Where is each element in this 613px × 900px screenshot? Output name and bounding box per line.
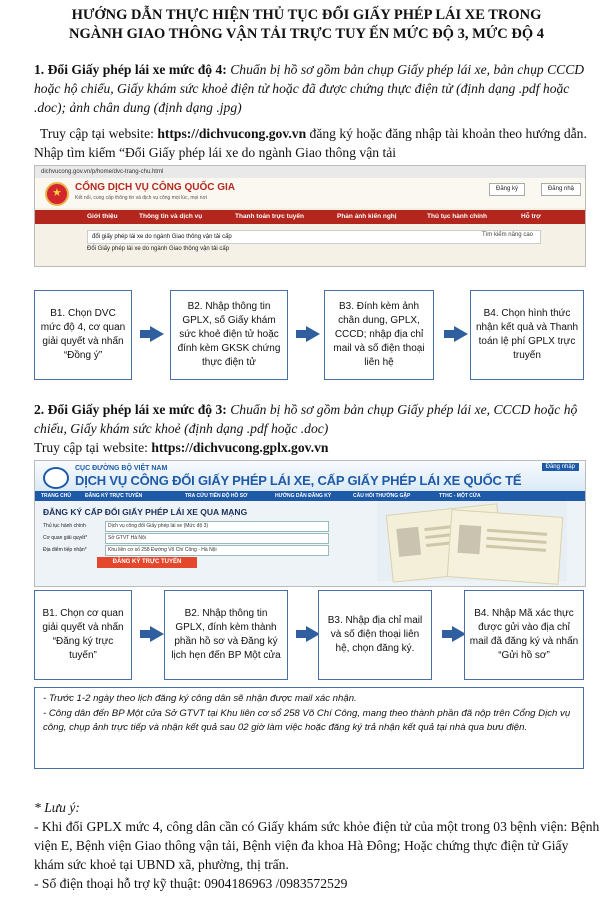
section1-access bbox=[34, 124, 600, 162]
portal-title: CỔNG DỊCH VỤ CÔNG QUỐC GIA bbox=[75, 182, 236, 193]
form-row bbox=[43, 545, 343, 555]
section1-website-link[interactable]: https://dichvucong.gov.vn bbox=[157, 126, 307, 141]
section2-heading: 2. Đổi Giấy phép lái xe mức độ 3: bbox=[34, 402, 227, 417]
title-line-2: NGÀNH GIAO THÔNG VẬN TẢI TRỰC TUY ẾN MỨC ĐỘ 3, MỨC ĐỘ 4 bbox=[68, 26, 545, 42]
advanced-search-link[interactable]: Tìm kiếm nâng cao bbox=[481, 232, 533, 238]
nav-item[interactable]: Giới thiệu bbox=[87, 213, 118, 220]
section1-description: Chuẩn bị hồ sơ gồm bản chụp Giấy phép lái xe, bản chụp CCCD hoặc hộ chiếu, Giấy khám sức khoẻ điện tử hoặc đã được chứng thực điện tử (định dạng .pdf hoặc .doc); ảnh chân dung (định dạng .jpg) bbox=[34, 62, 585, 115]
gplx-nav bbox=[35, 491, 585, 501]
login-button[interactable]: Đăng nhậ bbox=[541, 183, 581, 196]
gplx-screenshot bbox=[34, 460, 586, 587]
dbvn-logo-icon bbox=[43, 467, 69, 489]
register-online-button[interactable]: ĐĂNG KÝ TRỰC TUYẾN bbox=[97, 557, 197, 568]
section1-intro bbox=[34, 60, 600, 117]
search-input[interactable]: đổi giấy phép lái xe do ngành Giao thông vận tải cấp bbox=[87, 230, 541, 244]
title-line-1: HƯỚNG DẪN THỰC HIỆN THỦ TỤC ĐỔI GIẤY PHÉP LÁI XE TRONG bbox=[71, 7, 542, 23]
field-label: Thủ tục hành chính bbox=[43, 523, 86, 529]
remarks-heading: * Lưu ý: bbox=[34, 800, 80, 815]
license-illustration bbox=[377, 501, 567, 581]
national-emblem-icon bbox=[45, 182, 69, 206]
section2-access-prefix: Truy cập tại website: bbox=[34, 440, 148, 455]
step-box-4: B4. Chọn hình thức nhận kết quả và Thanh toán lệ phí GPLX trực truyến bbox=[470, 290, 584, 380]
nav-item[interactable]: TRA CỨU TIẾN ĐỘ HỒ SƠ bbox=[185, 493, 248, 499]
nav-item[interactable]: CÂU HỎI THƯỜNG GẶP bbox=[353, 493, 411, 499]
license-card-image bbox=[447, 509, 563, 585]
agency-select[interactable]: Sở GTVT Hà Nội bbox=[105, 533, 329, 544]
procedure-select[interactable]: Dịch vụ công đổi Giấy phép lái xe (Mức độ 3) bbox=[105, 521, 329, 532]
nav-item[interactable]: Phản ánh kiến nghị bbox=[337, 213, 397, 220]
step2-box-1: B1. Chọn cơ quan giải quyết và nhấn “Đăng ký trực tuyến” bbox=[34, 590, 132, 680]
nav-item[interactable]: ĐĂNG KÝ TRỰC TUYẾN bbox=[85, 493, 143, 499]
form-row bbox=[43, 521, 343, 531]
step2-box-3: B3. Nhập địa chỉ mail và số điện thoại liên hệ, chọn đăng ký. bbox=[318, 590, 432, 680]
gplx-login-button[interactable]: Đăng nhập bbox=[542, 463, 579, 471]
nav-item[interactable]: Hỗ trợ bbox=[521, 213, 541, 220]
remarks-line-2: - Số điện thoại hỗ trợ kỹ thuật: 0904186963 /0983572529 bbox=[34, 876, 348, 891]
section2-intro bbox=[34, 400, 600, 438]
section1-access-suffix: đăng ký hoặc đăng nhập tài khoản theo hướng dẫn. Nhập tìm kiếm “Đổi Giấy phép lái xe do ngành Giao thông vận tải bbox=[34, 126, 587, 160]
step-box-1: B1. Chọn DVC mức độ 4, cơ quan giải quyết và nhấn “Đồng ý” bbox=[34, 290, 132, 380]
register-button[interactable]: Đăng ký bbox=[489, 183, 525, 196]
arrow-icon bbox=[454, 326, 468, 342]
section2-website-link[interactable]: https://dichvucong.gplx.gov.vn bbox=[151, 440, 329, 455]
note-1: - Trước 1-2 ngày theo lịch đăng ký công dân sẽ nhận được mail xác nhận. bbox=[43, 693, 357, 704]
nav-item[interactable]: TTHC - MỘT CỬA bbox=[439, 493, 481, 499]
registration-form bbox=[43, 507, 343, 553]
nav-item[interactable]: HƯỚNG DẪN ĐĂNG KÝ bbox=[275, 493, 332, 499]
banner-title: DỊCH VỤ CÔNG ĐỔI GIẤY PHÉP LÁI XE, CẤP GIẤY PHÉP LÁI XE QUỐC TẾ bbox=[75, 473, 522, 488]
agency-name: CỤC ĐƯỜNG BỘ VIỆT NAM bbox=[75, 465, 168, 472]
dichvucong-screenshot bbox=[34, 165, 586, 267]
notes-box bbox=[34, 687, 584, 769]
section1-access-prefix: Truy cập tại website: bbox=[40, 126, 154, 141]
nav-item[interactable]: Thủ tục hành chính bbox=[427, 213, 487, 220]
form-title: ĐĂNG KÝ CẤP ĐỔI GIẤY PHÉP LÁI XE QUA MẠNG bbox=[43, 507, 248, 517]
step2-box-2: B2. Nhập thông tin GPLX, đính kèm thành phần hồ sơ và Đăng ký lịch hẹn đến BP Một cửa bbox=[164, 590, 288, 680]
step-box-2: B2. Nhập thông tin GPLX, số Giấy khám sức khoẻ điện tử hoặc đính kèm GKSK chứng thực điện tử bbox=[170, 290, 288, 380]
portal-nav bbox=[35, 210, 585, 224]
nav-item[interactable]: Thông tin và dịch vụ bbox=[139, 213, 203, 220]
section1-heading: 1. Đổi Giấy phép lái xe mức độ 4: bbox=[34, 62, 227, 77]
portal-subtitle: Kết nối, cung cấp thông tin và dịch vụ công mọi lúc, mọi nơi bbox=[75, 195, 207, 201]
field-label: Cơ quan giải quyết* bbox=[43, 535, 88, 541]
arrow-icon bbox=[150, 626, 164, 642]
remarks-line-1: - Khi đổi GPLX mức 4, công dân cần có Giấy khám sức khỏe điện tử của một trong 03 bệnh viện: Bệnh viện E, Bệnh viện Giao thông vận tải, Bệnh viện đa khoa Hà Đông; Hoặc chứng thực điện tử Giấy khám sức khoẻ tại UBND xã, phường, thị trấn. bbox=[34, 819, 600, 872]
nav-item[interactable]: Thanh toán trực tuyến bbox=[235, 213, 304, 220]
section2-access bbox=[34, 438, 600, 457]
section2-description: Chuẩn bị hồ sơ gồm bản chụp Giấy phép lái xe, CCCD hoặc hộ chiếu, Giấy khám sức khoẻ (định dạng .pdf hoặc .doc) bbox=[34, 402, 578, 436]
location-select[interactable]: Khu liên cơ số 258 Đường Võ Chí Công - Hà Nội bbox=[105, 545, 329, 556]
note-2: - Công dân đến BP Một cửa Sở GTVT tại Khu liên cơ sổ 258 Võ Chí Công, mang theo thành phần đã nộp trên Cổng Dịch vụ công, chụp ảnh trực tiếp và nhận kết quả sau 02 giờ làm việc hoặc đăng ký trả nhận kết quả tại nhà qua bưu điện. bbox=[43, 707, 571, 733]
remarks bbox=[34, 798, 600, 893]
document-title bbox=[0, 6, 613, 44]
step-box-3: B3. Đính kèm ảnh chân dung, GPLX, CCCD; nhập địa chỉ mail và số điện thoại liên hệ bbox=[324, 290, 434, 380]
step2-box-4: B4. Nhập Mã xác thực được gửi vào địa chỉ mail đã đăng ký và nhấn “Gửi hồ sơ” bbox=[464, 590, 584, 680]
nav-item[interactable]: TRANG CHỦ bbox=[41, 493, 71, 499]
field-label: Địa điểm tiếp nhận* bbox=[43, 547, 87, 553]
search-suggestion[interactable]: Đổi Giấy phép lái xe do ngành Giao thông vận tải cấp bbox=[87, 246, 230, 252]
form-row bbox=[43, 533, 343, 543]
arrow-icon bbox=[306, 326, 320, 342]
browser-url-bar: dichvucong.gov.vn/p/home/dvc-trang-chu.html bbox=[35, 166, 585, 179]
arrow-icon bbox=[150, 326, 164, 342]
